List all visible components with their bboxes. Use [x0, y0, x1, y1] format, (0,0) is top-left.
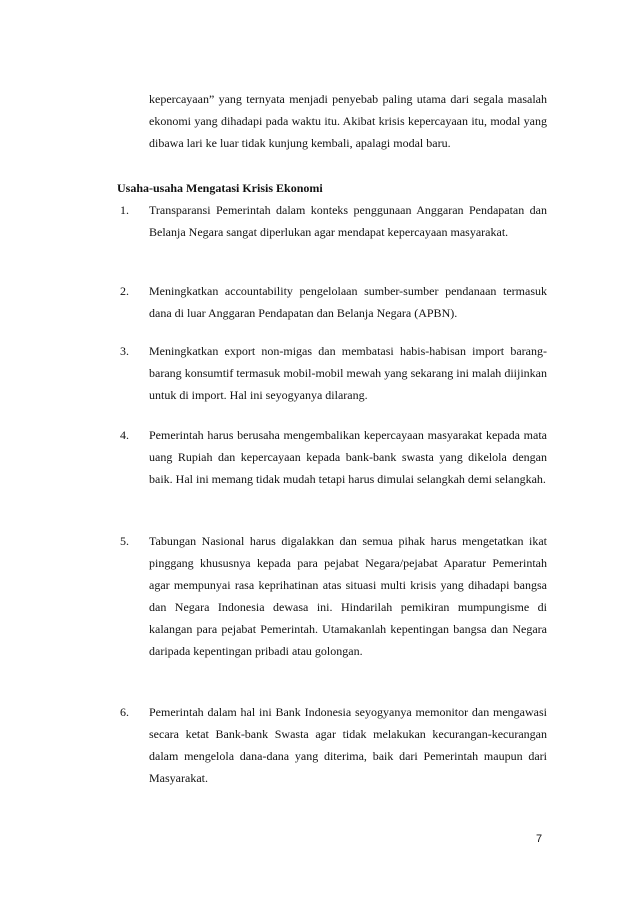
list-item-text: Transparansi Pemerintah dalam konteks penggunaan Anggaran Pendapatan dan Belanja Negara sangat diperlukan agar mendapat kepercayaan masyarakat. — [149, 203, 547, 239]
intro-paragraph: kepercayaan” yang ternyata menjadi penyebab paling utama dari segala masalah ekonomi yang dihadapi pada waktu itu. Akibat krisis kepercayaan itu, modal yang dibawa lari ke luar tidak kunjung kembali, apalagi modal baru. — [149, 92, 547, 150]
list-item-number: 2. — [120, 284, 129, 298]
list-item-number: 4. — [120, 428, 129, 442]
list-item-number: 1. — [120, 203, 129, 217]
page-number: 7 — [536, 833, 543, 845]
list-item-text: Pemerintah harus berusaha mengembalikan kepercayaan masyarakat kepada mata uang Rupiah dan kepercayaan kepada bank-bank swasta yang dikelola dengan baik. Hal ini memang tidak mudah tetapi harus dimulai selangkah demi selangkah. — [149, 428, 547, 486]
list-item-number: 5. — [120, 534, 129, 548]
list-item-text: Tabungan Nasional harus digalakkan dan semua pihak harus mengetatkan ikat pinggang khususnya kepada para pejabat Negara/pejabat Aparatur Pemerintah agar mempunyai rasa keprihatinan atas situasi multi krisis yang dihadapi bangsa dan Negara Indonesia dewasa ini. Hindarilah pemikiran mumpungisme di kalangan para pejabat Pemerintah. Utamakanlah kepentingan bangsa dan Negara daripada kepentingan pribadi atau golongan. — [149, 534, 547, 658]
section-heading: Usaha-usaha Mengatasi Krisis Ekonomi — [117, 181, 323, 195]
list-item-number: 6. — [120, 705, 129, 719]
list-item-text: Meningkatkan accountability pengelolaan sumber-sumber pendanaan termasuk dana di luar Anggaran Pendapatan dan Belanja Negara (APBN). — [149, 284, 547, 320]
list-item-number: 3. — [120, 344, 129, 358]
list-item-text: Meningkatkan export non-migas dan membatasi habis-habisan import barang-barang konsumtif termasuk mobil-mobil mewah yang sekarang ini malah diijinkan untuk di import. Hal ini seyogyanya dilarang. — [149, 344, 547, 402]
list-item-text: Pemerintah dalam hal ini Bank Indonesia seyogyanya memonitor dan mengawasi secara ketat Bank-bank Swasta agar tidak melakukan kecurangan-kecurangan dalam mengelola dana-dana yang diterima, baik dari Pemerintah maupun dari Masyarakat. — [149, 705, 547, 785]
